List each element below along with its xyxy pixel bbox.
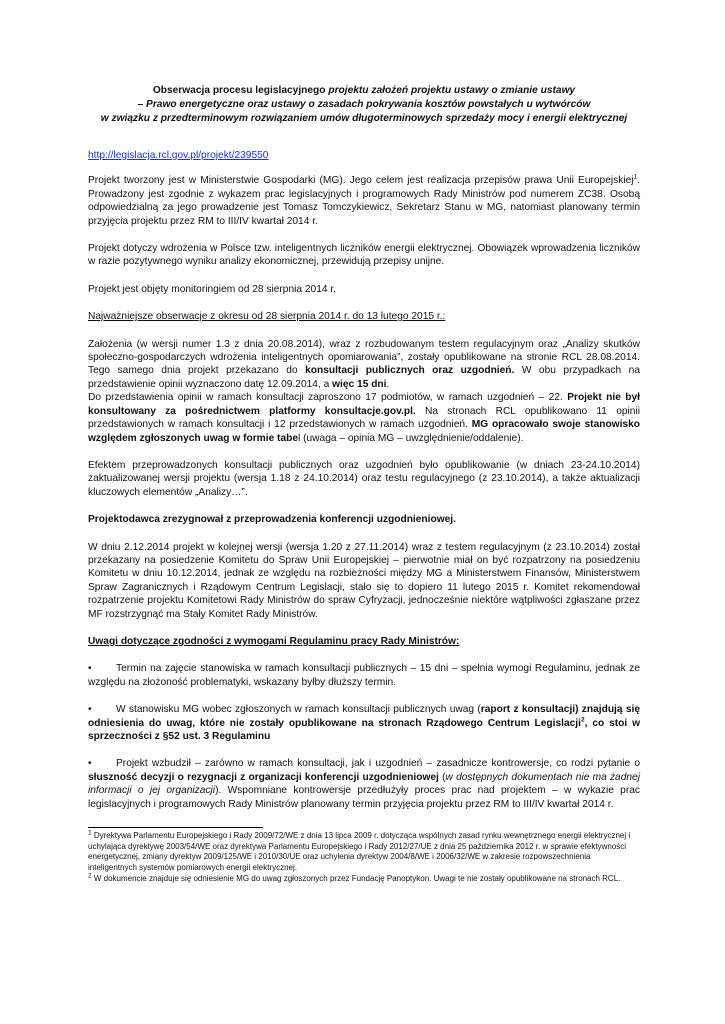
- title-line-2: – Prawo energetyczne oraz ustawy o zasadach pokrywania kosztów powstałych u wytwórców: [137, 99, 591, 110]
- paragraph-committee: W dniu 2.12.2014 projekt w kolejnej wersji (wersja 1.20 z 27.11.2014) wraz z testem regulacyjnym (z 23.10.2014) został przekazany na posiedzenie Komitetu do Spraw Unii Europejskiej – pierwotnie miał on być rozpatrzony na posiedzeniu Komitetu w dniu 10.12.2014, jednak ze względu na rozbieżności między MG a Ministerstwem Finansów, Ministerstwem Spraw Zagranicznych i Rządowym Centrum Legislacji, stało się to dopiero 11 lutego 2015 r. Komitet rekomendował rozpatrzenie projektu Komitetowi Rady Ministrów do spraw Cyfryzacji, jednocześnie niektóre wątpliwości zgłaszane przez MF rozstrzygnąć ma Stały Komitet Rady Ministrów.: [88, 541, 640, 620]
- footnote-ref-1[interactable]: 1: [633, 174, 638, 182]
- project-link[interactable]: http://legislacja.rcl.gov.pl/projekt/239550: [88, 150, 269, 161]
- paragraph-scope: Projekt dotyczy wdrożenia w Polsce tzw. inteligentnych liczników energii elektrycznej. Obowiązek wprowadzenia liczników w razie pozytywnego wyniku analizy ekonomicznej, przewidują przepisy unijne.: [88, 243, 640, 268]
- heading-observations: Najważniejsze obserwacje z okresu od 28 sierpnia 2014 r. do 13 lutego 2015 r.:: [88, 311, 446, 323]
- title-line-1: Obserwacja procesu legislacyjnego projektu założeń projektu ustawy o zmianie ustawy: [152, 85, 576, 96]
- bullet-item-2: • W stanowisku MG wobec zgłoszonych w ramach konsultacji publicznych uwag (raport z konsultacji) znajdują się odniesienia do uwag, które nie zostały opublikowane na stronach Rządowego Centrum Legislacji$^2$, co stoi w sprzeczności z §52 ust. 3 Regulaminu: [88, 704, 641, 742]
- bullet-icon: •: [88, 704, 92, 716]
- paragraph-intro: Projekt tworzony jest w Ministerstwie Gospodarki (MG). Jego celem jest realizacja przepisów prawa Unii Europejskiej$^1$. Prowadzony jest zgodnie z wykazem prac legislacyjnych i programowych Rady Ministrów pod numerem ZC38. Osobą odpowiedzialną za jego prowadzenie jest Tomasz Tomczykiewicz, Sekretarz Stanu w MG, natomiast planowany termin przyjęcia projektu przez RM to III/IV kwartał 2014 r.: [88, 174, 640, 227]
- bullet-icon: •: [88, 663, 92, 675]
- paragraph-assumptions: Założenia (w wersji numer 1.3 z dnia 20.08.2014), wraz z rozbudowanym testem regulacyjnym oraz „Analizy skutków społeczno-gospodarczych wdrożenia inteligentnych opomiarowania”, zostały opublikowane na stronie RCL 28.08.2014. Tego samego dnia projekt przekazano do konsultacji publicznych oraz uzgodnień. W obu przypadkach na przedstawienie opinii wyznaczono datę 12.09.2014, a więc 15 dni.: [88, 338, 640, 390]
- footnote-ref-2[interactable]: 2: [580, 716, 585, 724]
- footnote-1: $^1$ Dyrektywa Parlamentu Europejskiego i Rady 2009/72/WE z dnia 13 lipca 2009 r. dotycząca wspólnych zasad rynku wewnętrznego energii elektrycznej i uchylająca dyrektywę 2003/54/WE oraz dyrektywa Parlamentu Europejskiego i Rady 2012/27/UE z dnia 25 października 2012 r. w sprawie efektywności energetycznej, zmiany dyrektyw 2009/125/WE i 2010/30/UE oraz uchylenia dyrektyw 2004/8/WE i 2006/32/WE w zakresie rozpowszechnienia inteligentnych systemów pomiarowych energii elektrycznej.: [88, 829, 631, 873]
- bullet-item-3: • Projekt wzbudził – zarówno w ramach konsultacji, jak i uzgodnień – zasadnicze kontrowersje, co rodzi pytanie o słuszność decyzji o rezygnacji z organizacji konferencji uzgodnieniowej (w dostępnych dokumentach nie ma żadnej informacji o jej organizacji). Wspomniane kontrowersje przedłużyły proces prac nad projektem – w wykazie prac legislacyjnych i programowych Rady Ministrów planowany termin przyjęcia projektu przez RM to III/IV kwartał 2014 r.: [88, 758, 640, 810]
- paragraph-effects: Efektem przeprowadzonych konsultacji publicznych oraz uzgodnień było opublikowanie (w dniach 23-24.10.2014) zaktualizowanej wersji projektu (wersja 1.18 z 24.10.2014) oraz testu regulacyjnego (z 23.10.2014), a także aktualizacji kluczowych elementów „Analizy…”.: [88, 459, 640, 498]
- bullet-item-1: • Termin na zajęcie stanowiska w ramach konsultacji publicznych – 15 dni – spełnia wymogi Regulaminu, jednak ze względu na złożoność problematyki, wskazany byłby dłuższy termin.: [88, 663, 640, 688]
- document-title: [88, 84, 640, 126]
- paragraph-conference: Projektodawca zrezygnował z przeprowadzenia konferencji uzgodnieniowej.: [88, 514, 456, 526]
- document-page: [88, 84, 640, 885]
- paragraph-consultation: Do przedstawienia opinii w ramach konsultacji zaproszono 17 podmiotów, w ramach uzgodnień – 22. Projekt nie był konsultowany za pośrednictwem platformy konsultacje.gov.pl. Na stronach RCL opublikowano 11 opinii przedstawionych w ramach konsultacji i 12 przedstawionych w ramach uzgodnień. MG opracowało swoje stanowisko względem zgłoszonych uwag w formie tabel (uwaga – opinia MG – uwzględnienie/oddalenie).: [88, 392, 640, 444]
- footnote-divider: [88, 827, 263, 828]
- title-line-3: w związku z przedterminowym rozwiązaniem umów długoterminowych sprzedaży mocy i energii elektrycznej: [100, 113, 628, 124]
- bullet-icon: •: [88, 758, 92, 770]
- paragraph-monitoring: Projekt jest objęty monitoringiem od 28 sierpnia 2014 r.: [88, 283, 337, 295]
- footnote-2: $^2$ W dokumencie znajduje się odniesienie MG do uwag zgłoszonych przez Fundację Panoptykon. Uwagi te nie zostały opublikowane na stronach RCL.: [88, 872, 621, 883]
- heading-remarks: Uwagi dotyczące zgodności z wymogami Regulaminu pracy Rady Ministrów:: [88, 635, 460, 647]
